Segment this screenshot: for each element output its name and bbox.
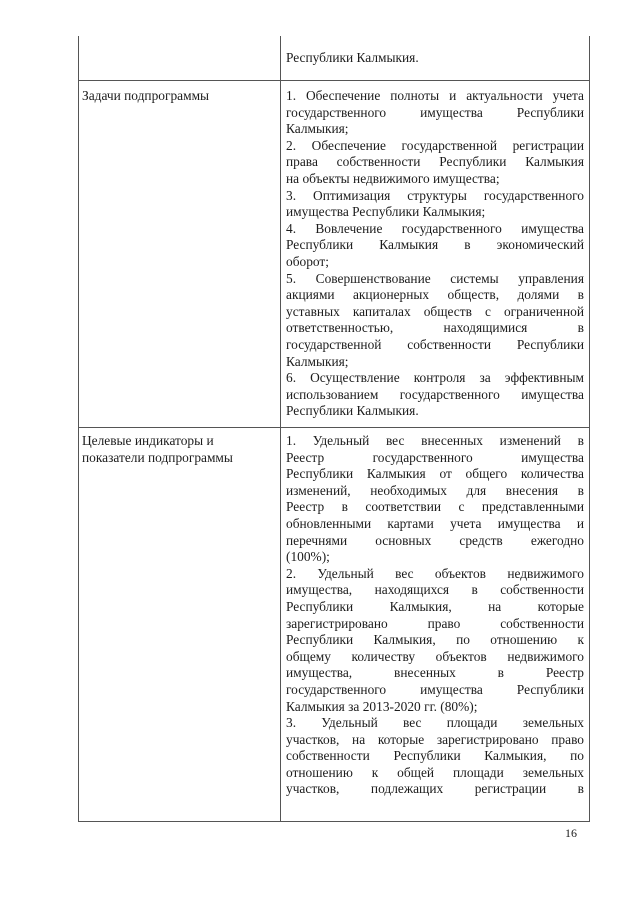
text-line: имущества, внесенных в Реестр xyxy=(286,665,584,681)
text-line: участков, подлежащих регистрации в xyxy=(286,781,584,797)
text-line: государственной собственности Республики xyxy=(286,336,584,352)
program-table xyxy=(78,36,590,822)
text-line: 6. Осуществление контроля за эффективным xyxy=(286,370,584,386)
text-line: участков, на которые зарегистрировано право xyxy=(286,731,584,747)
text-line: государственного имущества Республики xyxy=(286,681,584,697)
label-line: показатели подпрограммы xyxy=(82,449,233,465)
text-line: перечнями основных средств ежегодно xyxy=(286,532,584,548)
text-line: 5. Совершенствование системы управления xyxy=(286,270,584,286)
text-line: имущества Республики Калмыкия; xyxy=(286,204,486,220)
text-line: отношению к общей площади земельных xyxy=(286,764,584,780)
text-line: 2. Обеспечение государственной регистрации xyxy=(286,137,584,153)
text-line: изменений, необходимых для внесения в xyxy=(286,482,584,498)
text-line: акциями акционерных обществ, долями в xyxy=(286,287,584,303)
text-line: 1. Обеспечение полноты и актуальности учета xyxy=(286,88,584,103)
row-divider-1 xyxy=(78,80,590,81)
text-line: Республики Калмыкия от общего количества xyxy=(286,466,584,482)
text-line: права собственности Республики Калмыкия xyxy=(286,154,584,170)
text-line: собственности Республики Калмыкия, по xyxy=(286,748,584,764)
text-line: общему количеству объектов недвижимого xyxy=(286,648,584,664)
text-line: Реестр государственного имущества xyxy=(286,449,584,465)
table-column-divider xyxy=(280,36,281,822)
text-line: Республики Калмыкия. xyxy=(286,403,419,419)
text-line: Республики Калмыкия, по отношению к xyxy=(286,632,584,648)
text-line: использованием государственного имущества xyxy=(286,386,584,402)
text-line: Реестр в соответствии с представленными xyxy=(286,499,584,515)
text-line: ответственностью, находящимися в xyxy=(286,320,584,336)
text-line: Калмыкия; xyxy=(286,121,349,137)
table-border-left xyxy=(78,36,79,822)
text-line: на объекты недвижимого имущества; xyxy=(286,170,500,186)
text-line: 4. Вовлечение государственного имущества xyxy=(286,220,584,236)
row-1-label xyxy=(82,88,272,105)
table-border-right xyxy=(589,36,590,822)
label-line: Задачи подпрограммы xyxy=(82,88,210,103)
text-line: Республики Калмыкия в экономический xyxy=(286,237,584,253)
text-line: 1. Удельный вес внесенных изменений в xyxy=(286,433,584,448)
text-line: зарегистрировано право собственности xyxy=(286,615,584,631)
text-line: Республики Калмыкия, на которые xyxy=(286,598,584,614)
text-line: Калмыкия за 2013-2020 гг. (80%); xyxy=(286,698,478,714)
text-line: государственного имущества Республики xyxy=(286,104,584,120)
table-border-bottom xyxy=(78,821,590,822)
row-divider-2 xyxy=(78,427,590,428)
text-line: Республики Калмыкия. xyxy=(286,50,419,65)
text-line: уставных капиталах обществ с ограниченной xyxy=(286,303,584,319)
text-line: 2. Удельный вес объектов недвижимого xyxy=(286,565,584,581)
row-0-content xyxy=(286,50,584,67)
row-1-content xyxy=(286,88,584,420)
page-number: 16 xyxy=(565,826,577,840)
text-line: имущества, находящихся в собственности xyxy=(286,582,584,598)
text-line: 3. Удельный вес площади земельных xyxy=(286,715,584,731)
text-line: оборот; xyxy=(286,253,329,269)
row-2-label xyxy=(82,433,272,466)
text-line: (100%); xyxy=(286,549,330,565)
text-line: обновленными картами учета имущества и xyxy=(286,515,584,531)
text-line: Калмыкия; xyxy=(286,353,349,369)
label-line: Целевые индикаторы и xyxy=(82,433,214,448)
row-2-content xyxy=(286,433,584,798)
text-line: 3. Оптимизация структуры государственного xyxy=(286,187,584,203)
